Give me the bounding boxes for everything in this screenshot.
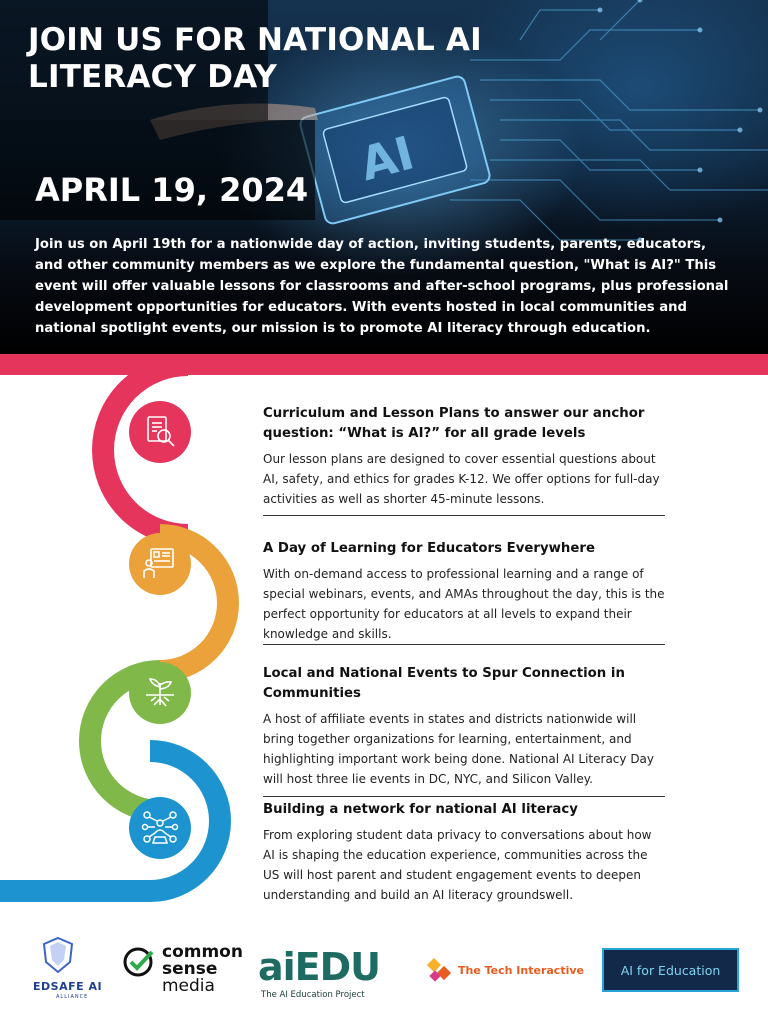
event-date: APRIL 19, 2024 [35, 171, 309, 209]
section-network [263, 800, 665, 905]
section-body: A host of affiliate events in states and districts nationwide will bring together organizations for learning, entertainment, and highlighting important work being done. National AI Literacy Day will host three lie events in DC, NYC, and Silicon Valley. [263, 712, 655, 786]
ai-chip-label: AI [354, 125, 420, 192]
aiedu-name: aiEDU [258, 945, 381, 989]
presentation-board-icon [129, 533, 191, 595]
section-heading: Building a network for national AI literacy [263, 802, 578, 817]
edsafe-name: EDSAFE AI [33, 980, 103, 993]
intro-paragraph: Join us on April 19th for a nationwide day of action, inviting students, parents, educators, and other community members as we explore the fundamental question, "What is AI?" This event will offer valuable lessons for classrooms and after-school programs, plus professional development opportunities for educators. With events hosted in local communities and national spotlight events, our mission is to promote AI literacy through education. [35, 237, 729, 336]
tech-interactive-name: The Tech Interactive [458, 964, 584, 977]
section-heading: Curriculum and Lesson Plans to answer our anchor question: “What is AI?” for all grade levels [263, 406, 645, 441]
edsafe-sub: ALLIANCE [56, 994, 89, 1000]
partner-logos [0, 930, 768, 1024]
checkmark-circle-icon [122, 946, 162, 986]
hero-banner [0, 0, 768, 354]
ai-for-education-name: AI for Education [620, 962, 721, 978]
section-curriculum [263, 404, 665, 509]
network-people-icon [129, 797, 191, 859]
common-sense-line2: sense [162, 959, 218, 979]
section-divider [263, 515, 665, 516]
sprout-icon [129, 662, 191, 724]
aiedu-tagline: The AI Education Project [261, 990, 365, 1000]
section-body: From exploring student data privacy to conversations about how AI is shaping the education experience, communities across the US will host parent and student engagement events to deepen understanding and build an AI literacy groundswell. [263, 828, 652, 902]
section-body: Our lesson plans are designed to cover essential questions about AI, safety, and ethics for grades K-12. We offer options for full-day activities as well as shorter 45-minute lessons. [263, 452, 660, 506]
section-heading: Local and National Events to Spur Connection in Communities [263, 666, 625, 701]
tech-interactive-mark-icon [427, 958, 455, 986]
page-title: JOIN US FOR NATIONAL AI LITERACY DAY [28, 22, 482, 95]
document-search-icon [129, 401, 191, 463]
common-sense-line1: common [162, 942, 243, 962]
section-divider [263, 644, 665, 645]
section-body: With on-demand access to professional learning and a range of special webinars, events, and AMAs throughout the day, this is the perfect opportunity for educators at all levels to expand their knowledge and skills. [263, 567, 665, 641]
section-heading: A Day of Learning for Educators Everywhere [263, 541, 595, 556]
common-sense-line3: media [162, 976, 215, 996]
ai-for-education-logo [602, 948, 739, 992]
section-educators [263, 539, 665, 644]
section-divider [263, 796, 665, 797]
section-events [263, 664, 665, 789]
